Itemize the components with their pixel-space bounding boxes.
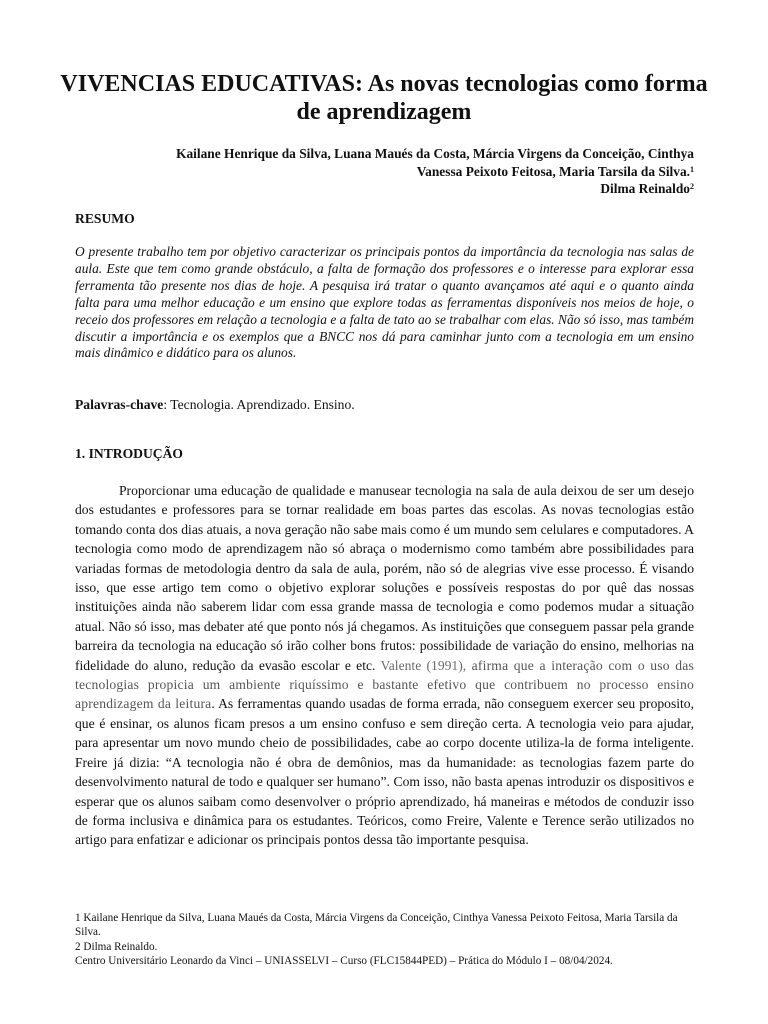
footnote-institution: Centro Universitário Leonardo da Vinci – UNIASSELVI – Curso (FLC15844PED) – Prática do Módulo I – 08/04/2024. [75,954,613,967]
intro-quote: afirma que a interação com o uso das tecnologias propicia um ambiente riquíssimo e bastante efetivo que contribuem no processo ensino aprendizagem da leitura [75,657,694,712]
intro-text-part2: . As ferramentas quando usadas de forma errada, não conseguem exercer seu proposito, que é ensinar, os alunos ficam presos a um ensino confuso e sem direção certa. A tecnologia veio para ajudar, para apresentar um novo mundo cheio de possibilidades, cabe ao corpo docente utiliza-la de forma inteligente. Freire já dizia: “A tecnologia não é obra de demônios, mas da humanidade: as tecnologias fazem parte do desenvolvimento natural de todo e qualquer ser humano”. Com isso, não basta apenas introduzir os dispositivos e esperar que os alunos saibam como desenvolver o próprio aprendizado, há maneiras e métodos de conduzir isso de forma inclusiva e dinâmica para os estudantes. Teóricos, como Freire, Valente e Terence serão utilizados no artigo para enfatizar e adicionar os principais pontos dessa tão importante pesquisa. [75,696,694,848]
footnotes [75,911,695,968]
author-line-3 [74,180,694,198]
introduction-heading: 1. INTRODUÇÃO [75,446,183,461]
keywords-line [75,397,355,413]
author-block [74,145,694,198]
footnote-1: 1 Kailane Henrique da Silva, Luana Maués da Costa, Márcia Virgens da Conceição, Cinthya Vanessa Peixoto Feitosa, Maria Tarsila da Silva. [75,912,678,939]
footnote-2: 2 Dilma Reinaldo. [75,940,158,953]
footnote-marker-1: 1 [690,164,694,174]
abstract-text: O presente trabalho tem por objetivo caracterizar os principais pontos da importância da tecnologia nas salas de aula. Este que tem como grande obstáculo, a falta de formação dos professores e o interesse para explorar essa ferramenta tão presente nos dias de hoje. A pesquisa irá tratar o quanto avançamos até aqui e o quanto ainda falta para uma melhor educação e um ensino que explore todas as ferramentas disponíveis nos meios de hoje, o receio dos professores em relação a tecnologia e a falta de tato ao se trabalhar com elas. Não só isso, mas também discutir a importância e os exemplos que a BNCC nos dá para caminhar junto com a tecnologia em um ensino mais dinâmico e didático para os alunos. [75,244,694,361]
keywords-text: : Tecnologia. Aprendizado. Ensino. [163,397,355,412]
introduction-paragraph [75,481,694,850]
author-line-3-text: Dilma Reinaldo [600,181,690,196]
footnote-marker-2: 2 [690,182,694,191]
intro-text-part1: Proporcionar uma educação de qualidade e manusear tecnologia na sala de aula deixou de ser um desejo dos estudantes e professores para se tornar realidade em boas partes das escolas. As novas tecnologias estão tomando conta dos dias atuais, a nova geração não sabe mais como é um mundo sem celulares e computadores. A tecnologia como modo de aprendizagem não só abraça o modernismo como também abre possibilidades para variadas formas de metodologia dentro da sala de aula, porém, não só de alegrias vive esse processo. É visando isso, que esse artigo tem como o objetivo explorar soluções e possíveis respostas do por quê das nossas instituições ainda não saberem lidar com essa grande massa de tecnologia e como podemos mudar a situação atual. Não só isso, mas debater até que ponto nós já chegamos. As instituições que conseguem passar pela grande barreira da tecnologia na educação só irão colher bons frutos: possibilidade de variação do ensino, melhorias na fidelidade do aluno, redução da evasão escolar e etc. [75,483,694,673]
keywords-label: Palavras-chave [75,397,164,412]
paper-title: VIVENCIAS EDUCATIVAS: As novas tecnologias como forma de aprendizagem [60,71,708,125]
author-line-1: Kailane Henrique da Silva, Luana Maués da Costa, Márcia Virgens da Conceição, Cinthya [176,146,694,161]
abstract-heading: RESUMO [75,211,135,226]
author-line-2-text: Vanessa Peixoto Feitosa, Maria Tarsila da Silva. [416,163,690,179]
author-line-2 [74,163,694,181]
intro-citation: Valente (1991), [380,657,467,673]
